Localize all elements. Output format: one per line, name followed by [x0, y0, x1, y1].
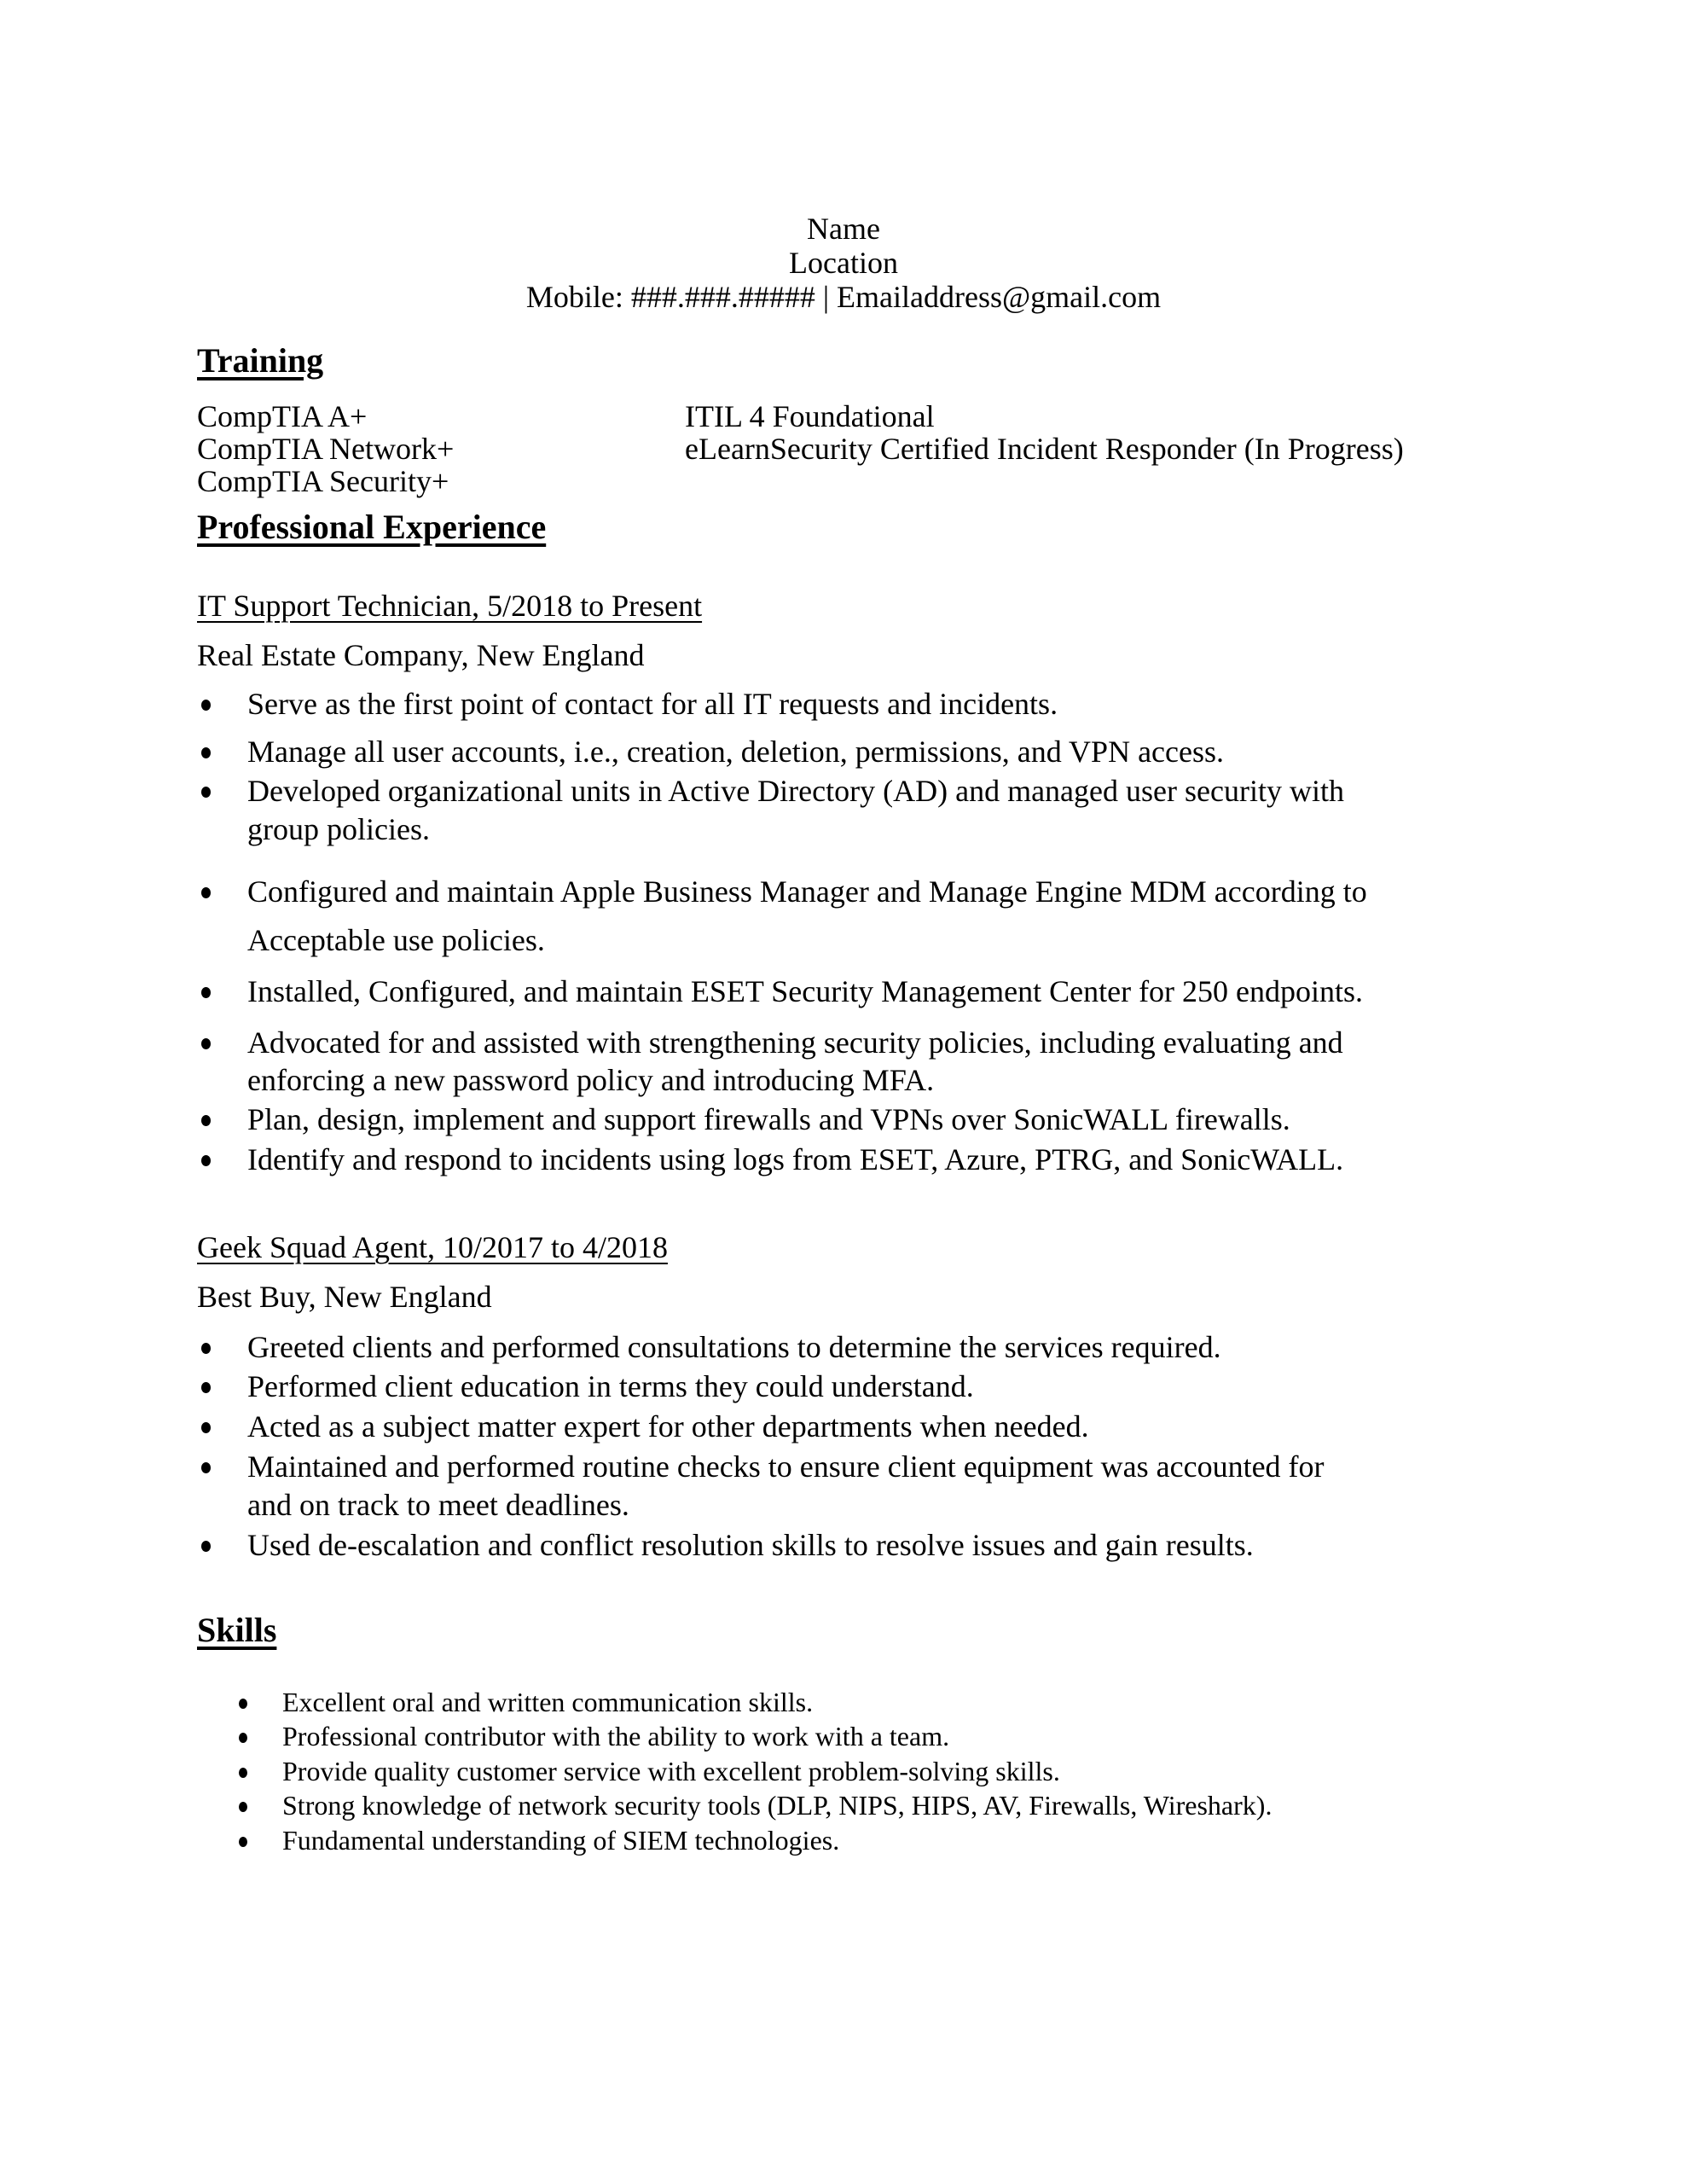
job-company: Best Buy, New England	[197, 1280, 492, 1314]
skill-item: Excellent oral and written communication skills.	[282, 1687, 814, 1717]
job-company: Real Estate Company, New England	[197, 638, 645, 672]
bullet-icon	[239, 1733, 247, 1743]
skill-item: Provide quality customer service with excellent problem-solving skills.	[282, 1756, 1060, 1786]
skills-heading: Skills	[197, 1611, 277, 1649]
job-bullet-cont: enforcing a new password policy and introducing MFA.	[247, 1063, 935, 1097]
cert-item: CompTIA Security+	[197, 464, 449, 498]
bullet-icon	[201, 1038, 211, 1049]
job-bullet: Performed client education in terms they could understand.	[247, 1369, 974, 1403]
cert-item: eLearnSecurity Certified Incident Responder (In Progress)	[685, 432, 1404, 466]
skill-item: Fundamental understanding of SIEM technologies.	[282, 1825, 840, 1856]
bullet-icon	[201, 1343, 211, 1354]
job-bullet: Advocated for and assisted with strengthening security policies, including evaluating and	[247, 1025, 1343, 1060]
job-bullet: Greeted clients and performed consultations to determine the services required.	[247, 1330, 1221, 1364]
bullet-icon	[239, 1802, 247, 1812]
job-bullet: Plan, design, implement and support firewalls and VPNs over SonicWALL firewalls.	[247, 1102, 1290, 1136]
job-bullet: Serve as the first point of contact for all IT requests and incidents.	[247, 687, 1058, 721]
bullet-icon	[201, 1541, 211, 1552]
bullet-icon	[201, 700, 211, 711]
bullet-icon	[239, 1699, 247, 1709]
job-bullet: Developed organizational units in Active Directory (AD) and managed user security with	[247, 774, 1344, 808]
bullet-icon	[201, 987, 211, 998]
job-bullet-cont: Acceptable use policies.	[247, 923, 545, 957]
job-bullet: Manage all user accounts, i.e., creation, deletion, permissions, and VPN access.	[247, 735, 1225, 769]
job-title: Geek Squad Agent, 10/2017 to 4/2018	[197, 1230, 668, 1264]
cert-item: CompTIA A+	[197, 399, 368, 433]
job-bullet: Used de-escalation and conflict resolution skills to resolve issues and gain results.	[247, 1528, 1254, 1562]
job-bullet: Installed, Configured, and maintain ESET Security Management Center for 250 endpoints.	[247, 974, 1364, 1008]
skill-item: Professional contributor with the ability to work with a team.	[282, 1721, 950, 1751]
bullet-icon	[201, 1155, 211, 1166]
job-title: IT Support Technician, 5/2018 to Present	[197, 589, 703, 623]
bullet-icon	[201, 1115, 211, 1126]
skill-item: Strong knowledge of network security tools (DLP, NIPS, HIPS, AV, Firewalls, Wireshark).	[282, 1790, 1272, 1821]
contact-line: Mobile: ###.###.##### | Emailaddress@gmail.com	[525, 280, 1162, 314]
bullet-icon	[201, 887, 211, 898]
training-heading: Training	[197, 341, 324, 380]
bullet-icon	[201, 787, 211, 798]
applicant-name: Name	[807, 212, 880, 246]
bullet-icon	[239, 1837, 247, 1847]
cert-item: CompTIA Network+	[197, 432, 455, 466]
bullet-icon	[239, 1768, 247, 1778]
experience-heading: Professional Experience	[197, 508, 547, 546]
bullet-icon	[201, 1422, 211, 1433]
bullet-icon	[201, 1462, 211, 1473]
bullet-icon	[201, 1382, 211, 1393]
job-bullet: Configured and maintain Apple Business Manager and Manage Engine MDM according to	[247, 874, 1367, 909]
job-bullet-cont: group policies.	[247, 812, 430, 846]
bullet-icon	[201, 747, 211, 758]
job-bullet: Acted as a subject matter expert for other departments when needed.	[247, 1409, 1089, 1443]
job-bullet: Maintained and performed routine checks to ensure client equipment was accounted for	[247, 1449, 1325, 1484]
cert-item: ITIL 4 Foundational	[685, 399, 935, 433]
job-bullet: Identify and respond to incidents using logs from ESET, Azure, PTRG, and SonicWALL.	[247, 1142, 1344, 1176]
applicant-location: Location	[789, 246, 898, 280]
job-bullet-cont: and on track to meet deadlines.	[247, 1488, 629, 1522]
